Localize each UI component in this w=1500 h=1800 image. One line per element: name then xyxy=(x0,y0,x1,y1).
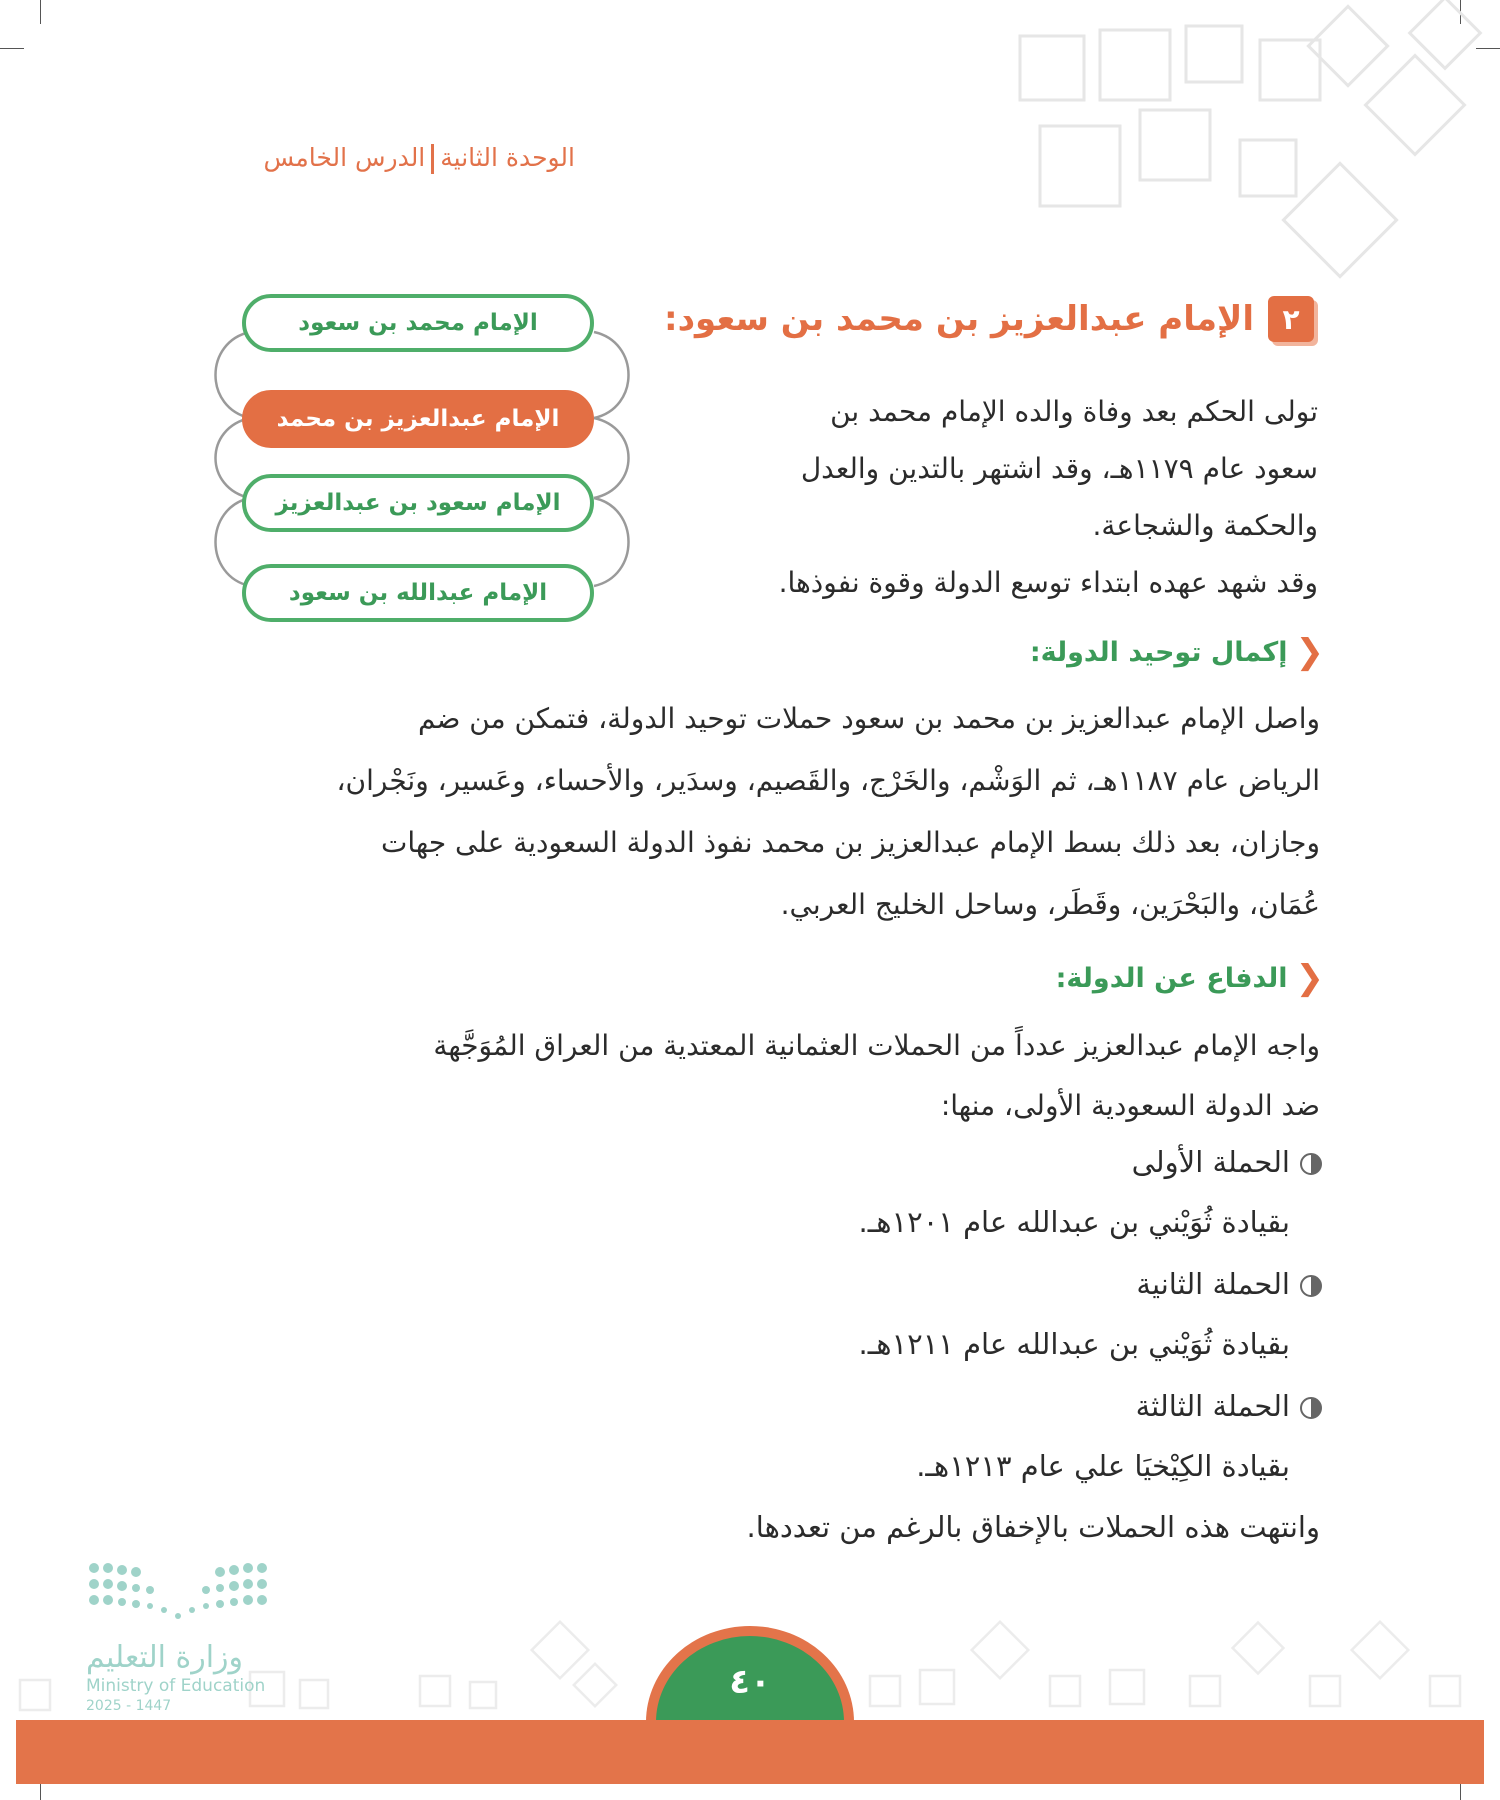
defense-heading xyxy=(1055,958,1324,998)
campaign-item xyxy=(1136,1389,1322,1423)
half-circle-bullet-icon xyxy=(1300,1397,1322,1419)
campaign-item xyxy=(1136,1267,1322,1301)
intro-paragraph xyxy=(678,383,1318,611)
unification-paragraph xyxy=(212,688,1320,936)
unification-heading xyxy=(1029,632,1324,672)
section-heading: الإمام عبدالعزيز بن محمد بن سعود: xyxy=(663,299,1254,339)
campaign-description: بقيادة ثُوَيْني بن عبدالله عام ١٢٠١هـ. xyxy=(858,1205,1290,1239)
intro-line: سعود عام ١١٧٩هـ، وقد اشتهر بالتدين والعدل xyxy=(800,452,1318,485)
campaign-name: الحملة الثالثة xyxy=(1135,1389,1290,1423)
crop-mark xyxy=(40,0,41,24)
lesson-label: الدرس الخامس xyxy=(263,143,426,172)
campaign-description: بقيادة ثُوَيْني بن عبدالله عام ١٢١١هـ. xyxy=(858,1327,1290,1361)
tree-node: الإمام عبدالله بن سعود xyxy=(242,564,594,622)
intro-line: والحكمة والشجاعة. xyxy=(1092,509,1318,542)
defense-paragraph xyxy=(212,1016,1320,1136)
ministry-name-english: Ministry of Education xyxy=(86,1676,266,1696)
campaign-name: الحملة الأولى xyxy=(1131,1145,1290,1179)
intro-line: وقد شهد عهده ابتداء توسع الدولة وقوة نفوذها. xyxy=(778,566,1318,599)
section-title xyxy=(664,296,1314,342)
decorative-pattern xyxy=(860,0,1500,280)
chevron-left-icon: ❮ xyxy=(1295,632,1324,672)
defense-line: ضد الدولة السعودية الأولى، منها: xyxy=(940,1089,1320,1122)
section-number-badge: ٢ xyxy=(1268,296,1314,342)
edition-year: 2025 - 1447 xyxy=(86,1698,172,1714)
campaign-description: بقيادة الكِيْخيَا علي عام ١٢١٣هـ. xyxy=(916,1449,1290,1483)
chevron-left-icon: ❮ xyxy=(1295,958,1324,998)
unit-label: الوحدة الثانية xyxy=(440,143,575,172)
crop-mark xyxy=(0,48,24,49)
footer-band xyxy=(16,1720,1484,1784)
half-circle-bullet-icon xyxy=(1300,1153,1322,1175)
campaign-name: الحملة الثانية xyxy=(1136,1267,1290,1301)
unification-line: وجازان، بعد ذلك بسط الإمام عبدالعزيز بن محمد نفوذ الدولة السعودية على جهات xyxy=(381,826,1320,859)
unification-line: عُمَان، والبَحْرَين، وقَطَر، وساحل الخليج العربي. xyxy=(780,888,1320,921)
header-separator xyxy=(431,144,434,174)
page-header xyxy=(263,143,575,174)
tree-node: الإمام سعود بن عبدالعزيز xyxy=(242,474,594,532)
half-circle-bullet-icon xyxy=(1300,1275,1322,1297)
unification-line: الرياض عام ١١٨٧هـ، ثم الوَشْم، والخَرْج، والقَصيم، وسدَير، والأحساء، وعَسير، ونَجْران، xyxy=(336,764,1320,797)
intro-line: تولى الحكم بعد وفاة والده الإمام محمد بن xyxy=(830,395,1318,428)
tree-node: الإمام محمد بن سعود xyxy=(242,294,594,352)
campaign-item xyxy=(1132,1145,1322,1179)
tree-node-active: الإمام عبدالعزيز بن محمد xyxy=(242,390,594,448)
defense-line: واجه الإمام عبدالعزيز عدداً من الحملات العثمانية المعتدية من العراق المُوَجَّهة xyxy=(433,1029,1320,1062)
conclusion-text: وانتهت هذه الحملات بالإخفاق بالرغم من تعددها. xyxy=(746,1510,1320,1544)
ministry-name-arabic: وزارة التعليم xyxy=(86,1640,244,1675)
page-number: ٤٠ xyxy=(729,1662,771,1702)
imams-family-tree xyxy=(212,290,632,630)
unification-heading-text: إكمال توحيد الدولة: xyxy=(1029,636,1288,668)
unification-line: واصل الإمام عبدالعزيز بن محمد بن سعود حملات توحيد الدولة، فتمكن من ضم xyxy=(417,702,1320,735)
defense-heading-text: الدفاع عن الدولة: xyxy=(1055,962,1288,994)
ministry-logo-icon xyxy=(86,1560,286,1630)
